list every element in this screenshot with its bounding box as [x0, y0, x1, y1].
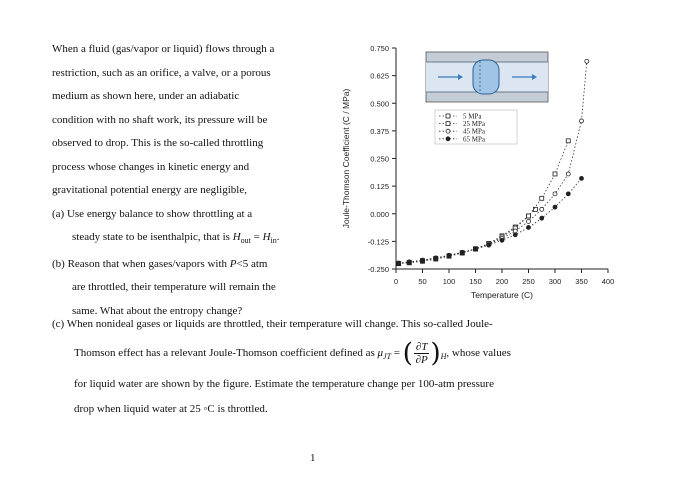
- data-point-65mpa: [460, 250, 464, 254]
- part-b-line-2: are throttled, their temperature will remain the: [72, 281, 276, 294]
- data-point-65mpa: [447, 253, 451, 257]
- part-c-line-3: for liquid water are shown by the figure. Estimate the temperature change per 100-atm pressure: [74, 378, 494, 390]
- part-c-line-4: drop when liquid water at 25 ◦C is throttled.: [74, 403, 268, 415]
- data-point-65mpa: [527, 225, 531, 229]
- y-tick-label: 0.375: [370, 126, 389, 136]
- y-tick-label: -0.125: [367, 237, 389, 247]
- part-c-line-2: Thomson effect has a relevant Joule-Thomson coefficient defined as $\mu_{JT}$ = ( $\frac{\partial T}{\partial P}$ )$_H$, whose values: [74, 338, 511, 369]
- data-point-65mpa: [580, 176, 584, 180]
- y-tick-label: -0.250: [367, 265, 389, 274]
- porous-plug: [473, 60, 499, 94]
- data-point-65mpa: [407, 260, 411, 264]
- data-point-25mpa: [446, 122, 450, 126]
- data-point-65mpa: [513, 233, 517, 237]
- data-point-45mpa: [553, 192, 557, 196]
- data-point-65mpa: [487, 243, 491, 247]
- data-point-25mpa: [553, 172, 557, 176]
- legend-label: 25 MPa: [463, 120, 485, 129]
- intro-line-4: condition with no shaft work, its pressure will be: [52, 113, 268, 126]
- x-tick-label: 0: [393, 277, 399, 286]
- part-a-line-2: steady state to be isenthalpic, that is $H_{out} = H_{in}$.: [72, 231, 280, 246]
- data-point-5mpa: [446, 114, 450, 118]
- y-tick-label: 0.500: [370, 99, 389, 109]
- x-tick-label: 400: [601, 277, 615, 286]
- x-tick-label: 200: [495, 277, 509, 286]
- partial-derivative: $\frac{\partial T}{\partial P}$: [415, 340, 428, 366]
- part-a-line-1: (a) Use energy balance to show throttling at a: [52, 207, 253, 220]
- x-tick-label: 100: [442, 277, 456, 286]
- data-point-45mpa: [580, 119, 584, 123]
- jt-coefficient-chart: [340, 35, 630, 310]
- x-axis-label: Temperature (C): [471, 290, 533, 300]
- x-tick-label: 50: [418, 277, 427, 286]
- part-b-line-3: same. What about the entropy change?: [72, 304, 243, 317]
- y-tick-label: 0.125: [370, 182, 389, 192]
- series-line: [399, 141, 569, 264]
- page-number: 1: [310, 452, 316, 464]
- throttling-valve-inset: [426, 52, 548, 102]
- data-point-45mpa: [446, 129, 450, 133]
- data-point-25mpa: [527, 214, 531, 218]
- chart-legend: [435, 110, 517, 144]
- data-point-65mpa: [566, 192, 570, 196]
- intro-line-7: gravitational potential energy are negligible,: [52, 184, 247, 196]
- series-65-mpa: [397, 176, 584, 265]
- data-point-45mpa: [585, 59, 589, 63]
- series-line: [399, 178, 582, 263]
- data-point-65mpa: [446, 137, 450, 141]
- data-point-65mpa: [434, 256, 438, 260]
- data-point-5mpa: [533, 207, 537, 211]
- y-tick-label: 0.625: [370, 71, 389, 81]
- joule-thomson-figure: [340, 35, 630, 310]
- intro-line-5: observed to drop. This is the so-called throttling: [52, 137, 264, 149]
- data-point-45mpa: [527, 219, 531, 223]
- part-c-line-1: (c) When nonideal gases or liquids are throttled, their temperature will change. This so-called Joule-: [52, 318, 493, 330]
- intro-line-6: process whose changes in kinetic energy and: [52, 160, 250, 173]
- legend-label: 65 MPa: [463, 135, 485, 144]
- y-axis-label: Joule-Thomson Coefficient (C / MPa): [341, 88, 351, 229]
- data-point-65mpa: [474, 247, 478, 251]
- intro-line-2: restriction, such as an orifice, a valve, or a porous: [52, 66, 271, 79]
- legend-label: 45 MPa: [463, 127, 485, 136]
- data-point-25mpa: [540, 196, 544, 200]
- data-point-45mpa: [540, 207, 544, 211]
- data-point-65mpa: [500, 238, 504, 242]
- intro-line-1: When a fluid (gas/vapor or liquid) flows through a: [52, 43, 275, 55]
- legend-label: 5 MPa: [463, 112, 482, 121]
- x-tick-label: 350: [575, 277, 588, 286]
- y-tick-label: 0.750: [370, 44, 389, 53]
- y-tick-label: 0.250: [370, 154, 389, 164]
- x-tick-label: 250: [522, 277, 535, 286]
- data-point-65mpa: [397, 261, 401, 265]
- series-25-mpa: [397, 139, 571, 266]
- data-point-65mpa: [553, 205, 557, 209]
- part-b-line-1: (b) Reason that when gases/vapors with P<5 atm: [52, 257, 268, 270]
- y-tick-label: 0.000: [370, 209, 389, 219]
- data-point-65mpa: [421, 258, 425, 262]
- x-tick-label: 300: [548, 277, 562, 286]
- x-tick-label: 150: [469, 277, 482, 286]
- problem-text-column: [52, 38, 332, 323]
- data-point-65mpa: [540, 216, 544, 220]
- data-point-25mpa: [566, 139, 570, 143]
- intro-line-3: medium as shown here, under an adiabatic: [52, 90, 240, 102]
- data-point-45mpa: [566, 172, 570, 176]
